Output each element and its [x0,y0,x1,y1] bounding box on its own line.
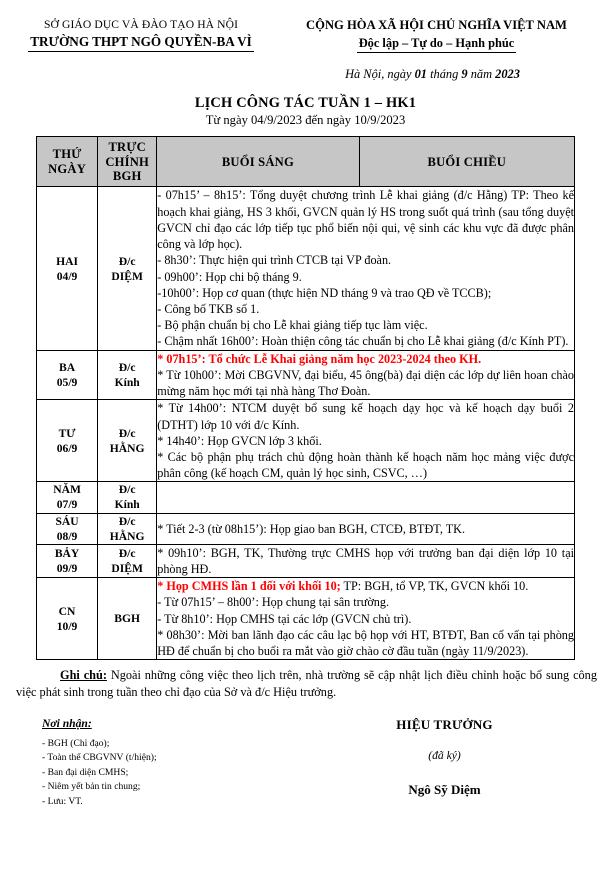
column-header-duty-line1: TRỰC [108,140,146,155]
duty-officer-cell [98,544,157,577]
recipient-item: - BGH (Chỉ đạo); [42,737,110,749]
duty-officer-cell [98,482,157,513]
day-cell [37,350,98,400]
recipient-item: - Ban đại diện CMHS; [42,766,129,778]
schedule-table-wrapper [0,136,611,660]
duty-officer-name: Kính [114,498,140,512]
duty-officer-name: DIỆM [111,561,143,575]
day-cell [37,187,98,350]
duty-prefix: Đ/c [118,426,136,440]
duty-officer-name: HẰNG [109,441,145,455]
day-name: TƯ [58,426,76,440]
document-footer [0,717,611,810]
day-cell [37,400,98,482]
column-header-afternoon: BUỔI CHIỀU [359,137,574,187]
activity-line [157,578,574,594]
activity-line: - Từ 8h10’: Họp CMHS tại các lớp (GVCN chủ trì). [157,611,412,626]
highlighted-text: * 07h15’: Tổ chức Lễ Khai giảng năm học 2023-2024 theo KH. [157,351,482,366]
day-cell [37,482,98,513]
recipient-item: - Toàn thể CBGVNV (t/hiện); [42,752,157,764]
national-heading-block [272,18,601,53]
table-row [37,187,575,350]
activity-line: * Tiết 2-3 (từ 08h15’): Họp giao ban BGH, CTCĐ, BTĐT, TK. [157,521,466,536]
day-name: CN [58,604,76,618]
recipients-list [42,737,322,810]
note-text: Ngoài những công việc theo lịch trên, nhà trường sẽ cập nhật lịch điều chỉnh hoặc bổ sung công việc phát sinh trong tuần theo chỉ đạo của Sở và đ/c Hiệu trưởng. [16,668,597,699]
issuing-authority-block [10,18,272,52]
duty-prefix: Đ/c [118,483,136,497]
day-name: HAI [56,254,78,268]
activity-line: - Từ 07h15’ – 8h00’: Họp chung tại sân trường. [157,595,389,610]
day-cell [37,513,98,544]
department-name: SỞ GIÁO DỤC VÀ ĐÀO TẠO HÀ NỘI [43,18,239,31]
table-row [37,482,575,513]
table-header-row [37,137,575,187]
day-date: 05/9 [56,376,78,389]
column-header-day-line1: THỨ [52,147,82,162]
day-name: BẢY [54,546,80,560]
day-date: 10/9 [56,619,78,633]
duty-officer-name: Kính [114,376,140,389]
duty-officer-cell [98,400,157,482]
signature-title: HIỆU TRƯỞNG [396,716,493,732]
activity-line: -10h00’: Họp cơ quan (thực hiện ND tháng 9 và trao QĐ về TCCB); [157,285,492,300]
date-year-word: năm [467,67,496,82]
day-name: NĂM [53,483,81,497]
duty-officer-cell [98,350,157,400]
activities-cell [157,544,575,577]
activity-line: * 09h10’: BGH, TK, Thường trực CMHS họp với trưởng ban đại diện lớp 10 tại phòng HĐ. [157,545,574,576]
column-header-morning: BUỔI SÁNG [157,137,359,187]
day-cell [37,544,98,577]
column-header-day [37,137,98,187]
column-header-duty-line2: CHÍNH [105,154,149,169]
duty-officer-name: HẰNG [109,529,145,543]
duty-prefix: Đ/c [118,254,136,268]
column-header-duty-line3: BGH [112,169,142,184]
table-row [37,544,575,577]
schedule-rows [37,187,575,660]
document-header [0,0,611,53]
date-month-word: tháng [426,67,462,82]
activity-line [157,351,574,367]
duty-officer-cell [98,187,157,350]
day-date: 07/9 [56,498,78,512]
national-motto: Độc lập – Tự do – Hạnh phúc [357,36,517,53]
activity-line: - 07h15’ – 8h15’: Tổng duyệt chương trình Lễ khai giảng (đ/c Hằng) TP: Theo kế hoạch khai giảng, HS 3 khối, GVCN quản lý HS trong suốt quá trình (sau tổng duyệt GVCN chỉ đạo các lớp tiếp tục phổ biến nội qui, vệ sinh các khu vực đã được phân công và lớp học). [157,188,574,252]
day-date: 09/9 [56,561,78,575]
date-month: 9 [461,67,468,82]
activities-cell [157,482,575,513]
signer-name: Ngô Sỹ Diệm [408,781,481,797]
signature-note: (đã ký) [428,748,461,762]
weekly-schedule-table [36,136,575,660]
duty-prefix: Đ/c [118,360,136,374]
activities-cell [157,350,575,400]
table-row [37,400,575,482]
table-row [37,578,575,660]
duty-officer-cell [98,513,157,544]
activity-line: * Từ 14h00’: NTCM duyệt bổ sung kế hoạch dạy học và kế hoạch dạy buổi 2 (DTHT) lớp 10 với đ/c Kính. [157,401,574,432]
day-date: 06/9 [56,441,78,455]
plain-text: TP: BGH, tổ VP, TK, GVCN khối 10. [340,579,529,594]
day-date: 04/9 [56,269,78,283]
activity-line: - 09h00’: Họp chi bộ tháng 9. [157,269,302,284]
activity-line: - Công bố TKB số 1. [157,302,260,317]
page-title: LỊCH CÔNG TÁC TUẦN 1 – HK1 [194,95,417,112]
activities-cell [157,400,575,482]
signature-block [322,717,601,810]
activity-line: * 14h40’: Họp GVCN lớp 3 khối. [157,433,322,448]
country-name: CỘNG HÒA XÃ HỘI CHỦ NGHĨA VIỆT NAM [306,18,567,32]
activity-line: - 8h30’: Thực hiện qui trình CTCB tại VP đoàn. [157,253,392,268]
activity-line: * Các bộ phận phụ trách chủ động hoàn thành kế hoạch năm học mảng việc được phân công (kế hoạch CM, quản lý học sinh, CSVC, …) [157,449,574,481]
activity-line: * Từ 10h00’: Mời CBGVNV, đại biểu, 45 ông(bà) đại diện các lớp dự liên hoan chào mừng năm học mới tại nhà hàng Thơ Đoàn. [157,367,574,399]
day-date: 08/9 [56,529,78,543]
table-row [37,350,575,400]
activity-line: - Bộ phận chuẩn bị cho Lễ khai giảng tiếp tục làm việc. [157,318,428,333]
duty-prefix: Đ/c [118,546,136,560]
activity-line: - Chậm nhất 16h00’: Hoàn thiện công tác chuẩn bị cho Lễ khai giảng (đ/c Kính PT). [157,334,569,349]
duty-officer-name: DIỆM [111,269,143,283]
day-cell [37,578,98,660]
recipients-block [42,717,322,810]
activity-line: * 08h30’: Mời ban lãnh đạo các câu lạc bộ họp với HT, BTĐT, Ban cố vấn tại phòng HĐ để chuẩn bị cho buổi ra mắt vào giờ chào cờ đầu tuần (ngày 11/9/2023). [157,627,574,658]
school-name: TRƯỜNG THPT NGÔ QUYỀN-BA VÌ [28,34,254,52]
day-name: SÁU [55,514,79,528]
place-and-date [0,67,611,82]
table-row [37,513,575,544]
recipient-item: - Niêm yết bản tin chung; [42,781,141,793]
duty-prefix: BGH [114,612,141,626]
note-section [0,667,611,700]
recipients-title: Nơi nhận: [42,716,92,730]
activities-cell [157,578,575,660]
date-year: 2023 [495,67,520,82]
activities-cell [157,513,575,544]
column-header-day-line2: NGÀY [48,161,86,176]
title-block [0,95,611,128]
duty-prefix: Đ/c [118,514,136,528]
note-label: Ghi chú: [60,668,107,683]
column-header-duty [98,137,157,187]
date-day: 01 [414,67,427,82]
day-name: BA [59,360,76,374]
page-subtitle: Từ ngày 04/9/2023 đến ngày 10/9/2023 [205,113,406,128]
recipient-item: - Lưu: VT. [42,795,83,807]
date-prefix: Hà Nội, ngày [345,67,415,82]
activities-cell [157,187,575,350]
duty-officer-cell [98,578,157,660]
highlighted-text: * Họp CMHS lần 1 đối với khối 10; [157,579,341,594]
